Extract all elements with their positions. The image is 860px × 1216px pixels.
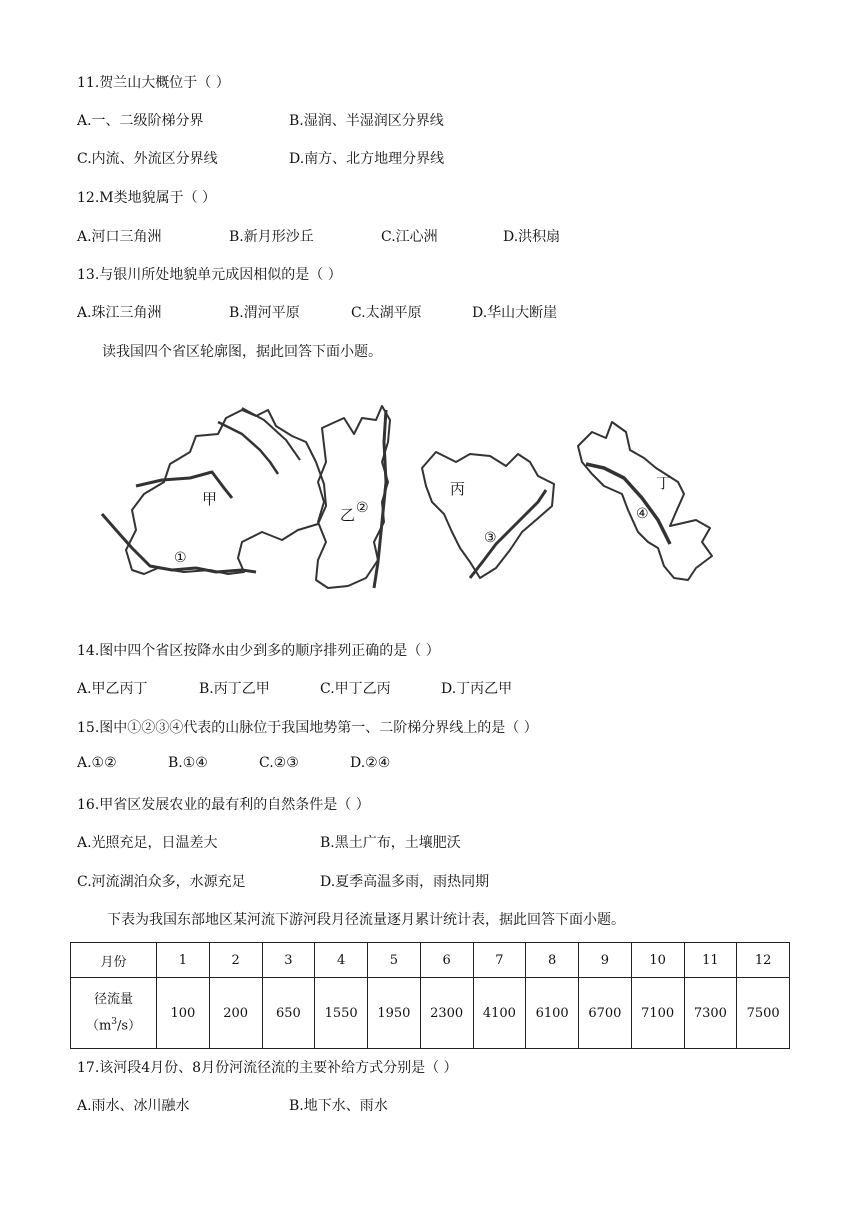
- province-maps-figure: [92, 402, 772, 608]
- question-17-option-b[interactable]: B.地下水、雨水: [289, 1098, 388, 1114]
- question-11-option-d[interactable]: D.南方、北方地理分界线: [289, 151, 445, 167]
- label-jia: 甲: [202, 490, 218, 508]
- question-13-option-b[interactable]: B.渭河平原: [229, 305, 300, 321]
- table-cell-runoff: 200: [209, 978, 262, 1049]
- table-cell-month: 11: [684, 943, 737, 978]
- table-cell-month: 10: [631, 943, 684, 978]
- question-13-option-d[interactable]: D.华山大断崖: [472, 305, 558, 321]
- question-14-option-c[interactable]: C.甲丁乙丙: [320, 681, 391, 697]
- table-row-runoff: [71, 978, 790, 1049]
- mountain-3-line: [470, 490, 546, 578]
- table-cell-month: 9: [579, 943, 632, 978]
- mountain-jia-east: [218, 422, 278, 474]
- table-row-months: [71, 943, 790, 978]
- question-16-option-b[interactable]: B.黑土广布，土壤肥沃: [320, 835, 461, 851]
- runoff-header-unit: $(m^3/s)$: [85, 1016, 142, 1034]
- table-cell-month: 8: [526, 943, 579, 978]
- table-cell-runoff: 7500: [737, 978, 790, 1049]
- runoff-table: [70, 942, 790, 1049]
- table-cell-runoff: 7300: [684, 978, 737, 1049]
- question-12-option-a[interactable]: A.河口三角洲: [77, 229, 162, 245]
- mountain-jia-north: [136, 472, 232, 498]
- question-12-stem: 12.M类地貌属于（ ）: [77, 190, 217, 206]
- label-mountain-4: ④: [636, 506, 649, 522]
- table-cell-runoff: 6700: [579, 978, 632, 1049]
- question-16-option-d[interactable]: D.夏季高温多雨，雨热同期: [320, 874, 490, 890]
- table-cell-runoff: 4100: [473, 978, 526, 1049]
- table-cell-month: 1: [157, 943, 210, 978]
- question-17-option-a[interactable]: A.雨水、冰川融水: [77, 1098, 190, 1114]
- table-header-month: 月份: [71, 943, 157, 978]
- table-cell-runoff: 6100: [526, 978, 579, 1049]
- label-mountain-1: ①: [174, 550, 187, 566]
- question-16-option-a[interactable]: A.光照充足，日温差大: [77, 835, 218, 851]
- table-intro-text: 下表为我国东部地区某河流下游河段月径流量逐月累计统计表，据此回答下面小题。: [107, 912, 625, 928]
- question-15-option-b[interactable]: B.①④: [168, 755, 208, 771]
- question-16-option-c[interactable]: C.河流湖泊众多，水源充足: [77, 874, 246, 890]
- map-intro-text: 读我国四个省区轮廓图，据此回答下面小题。: [102, 344, 382, 360]
- label-mountain-3: ③: [484, 530, 497, 546]
- question-11-option-c[interactable]: C.内流、外流区分界线: [77, 151, 218, 167]
- question-14-option-d[interactable]: D.丁丙乙甲: [441, 681, 513, 697]
- question-13-option-a[interactable]: A.珠江三角洲: [77, 305, 162, 321]
- label-mountain-2: ②: [356, 500, 369, 516]
- runoff-header-label: 径流量: [93, 991, 133, 1007]
- question-11-option-a[interactable]: A.一、二级阶梯分界: [77, 113, 204, 129]
- table-cell-month: 7: [473, 943, 526, 978]
- table-cell-month: 2: [209, 943, 262, 978]
- mountain-2-line: [374, 410, 386, 588]
- table-cell-month: 3: [262, 943, 315, 978]
- question-13-stem: 13.与银川所处地貌单元成因相似的是（ ）: [77, 267, 342, 283]
- question-11-option-b[interactable]: B.湿润、半湿润区分界线: [289, 113, 444, 129]
- question-15-option-d[interactable]: D.②④: [350, 755, 391, 771]
- table-cell-runoff: 100: [157, 978, 210, 1049]
- province-bing-outline: [422, 452, 554, 578]
- table-cell-month: 5: [368, 943, 421, 978]
- table-cell-runoff: 1950: [368, 978, 421, 1049]
- question-17-stem: 17.该河段4月份、8月份河流径流的主要补给方式分别是（ ）: [77, 1060, 458, 1076]
- question-13-option-c[interactable]: C.太湖平原: [351, 305, 422, 321]
- table-cell-runoff: 650: [262, 978, 315, 1049]
- question-12-option-d[interactable]: D.洪积扇: [503, 229, 561, 245]
- question-15-option-c[interactable]: C.②③: [259, 755, 299, 771]
- question-15-option-a[interactable]: A.①②: [77, 755, 117, 771]
- table-cell-month: 12: [737, 943, 790, 978]
- label-bing: 丙: [450, 480, 466, 498]
- table-cell-month: 6: [420, 943, 473, 978]
- label-yi: 乙: [340, 506, 356, 524]
- province-outline-maps: [92, 402, 772, 608]
- question-12-option-c[interactable]: C.江心洲: [381, 229, 438, 245]
- table-cell-runoff: 7100: [631, 978, 684, 1049]
- question-14-option-a[interactable]: A.甲乙丙丁: [77, 681, 148, 697]
- label-ding: 丁: [656, 474, 672, 492]
- table-header-runoff: [71, 978, 157, 1049]
- question-12-option-b[interactable]: B.新月形沙丘: [229, 229, 314, 245]
- table-cell-runoff: 1550: [315, 978, 368, 1049]
- question-16-stem: 16.甲省区发展农业的最有利的自然条件是（ ）: [77, 797, 370, 813]
- question-11-stem: 11.贺兰山大概位于（ ）: [77, 75, 230, 91]
- table-cell-month: 4: [315, 943, 368, 978]
- question-14-option-b[interactable]: B.丙丁乙甲: [199, 681, 270, 697]
- question-15-stem: 15.图中①②③④代表的山脉位于我国地势第一、二阶梯分界线上的是（ ）: [77, 720, 538, 736]
- table-cell-runoff: 2300: [420, 978, 473, 1049]
- question-14-stem: 14.图中四个省区按降水由少到多的顺序排列正确的是（ ）: [77, 643, 440, 659]
